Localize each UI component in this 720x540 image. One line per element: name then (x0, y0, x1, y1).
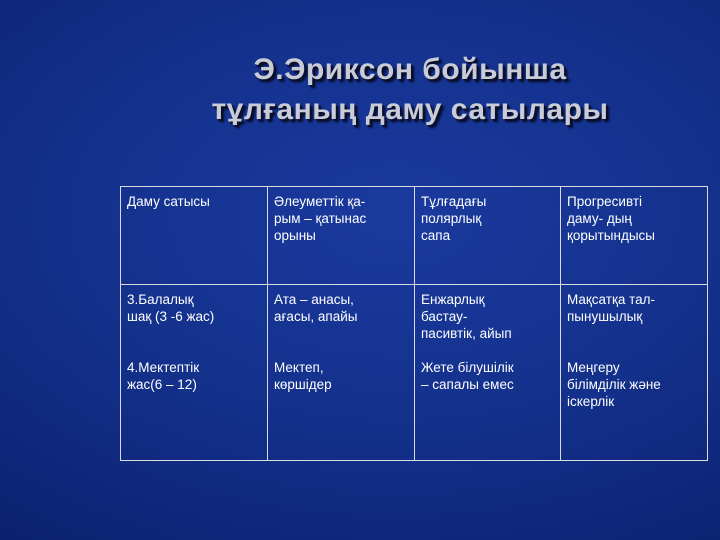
header-polarity-label: Тұлғадағы полярлық сапа (421, 194, 487, 243)
row2-relations: Мектеп, көршідер (274, 360, 332, 392)
header-cell-stage (121, 187, 268, 285)
header-cell-polarity (415, 187, 561, 285)
stages-table (120, 186, 707, 452)
cell-stages (121, 285, 268, 461)
cell-outcome (561, 285, 708, 461)
table-row (121, 285, 708, 461)
row1-stage: 3.Балалық шақ (3 -6 жас) (127, 292, 215, 324)
header-stage-label: Даму сатысы (127, 194, 210, 209)
header-outcome-label: Прогресивті даму- дың қорытындысы (567, 194, 656, 243)
cell-relations (268, 285, 415, 461)
slide-title (150, 50, 670, 130)
row2-stage: 4.Мектептік жас(6 – 12) (127, 360, 200, 392)
slide-title-line-1: Э.Эриксон бойынша (253, 53, 567, 86)
row2-polarity: Жете білушілік – сапалы емес (421, 360, 514, 392)
slide-title-line-2: тұлғаның даму сатылары (211, 93, 609, 126)
header-relations-label: Әлеуметтік қа- рым – қатынас орыны (274, 194, 367, 243)
row1-polarity: Енжарлық бастау- пасивтік, айып (421, 292, 512, 341)
table-header-row (121, 187, 708, 285)
row2-outcome: Меңгеру білімділік және іскерлік (567, 360, 661, 409)
row1-outcome: Мақсатқа тал- пынушылық (567, 292, 656, 324)
stages-table-grid (120, 186, 708, 461)
cell-polarity (415, 285, 561, 461)
row1-relations: Ата – анасы, ағасы, апайы (274, 292, 358, 324)
header-cell-relations (268, 187, 415, 285)
header-cell-outcome (561, 187, 708, 285)
